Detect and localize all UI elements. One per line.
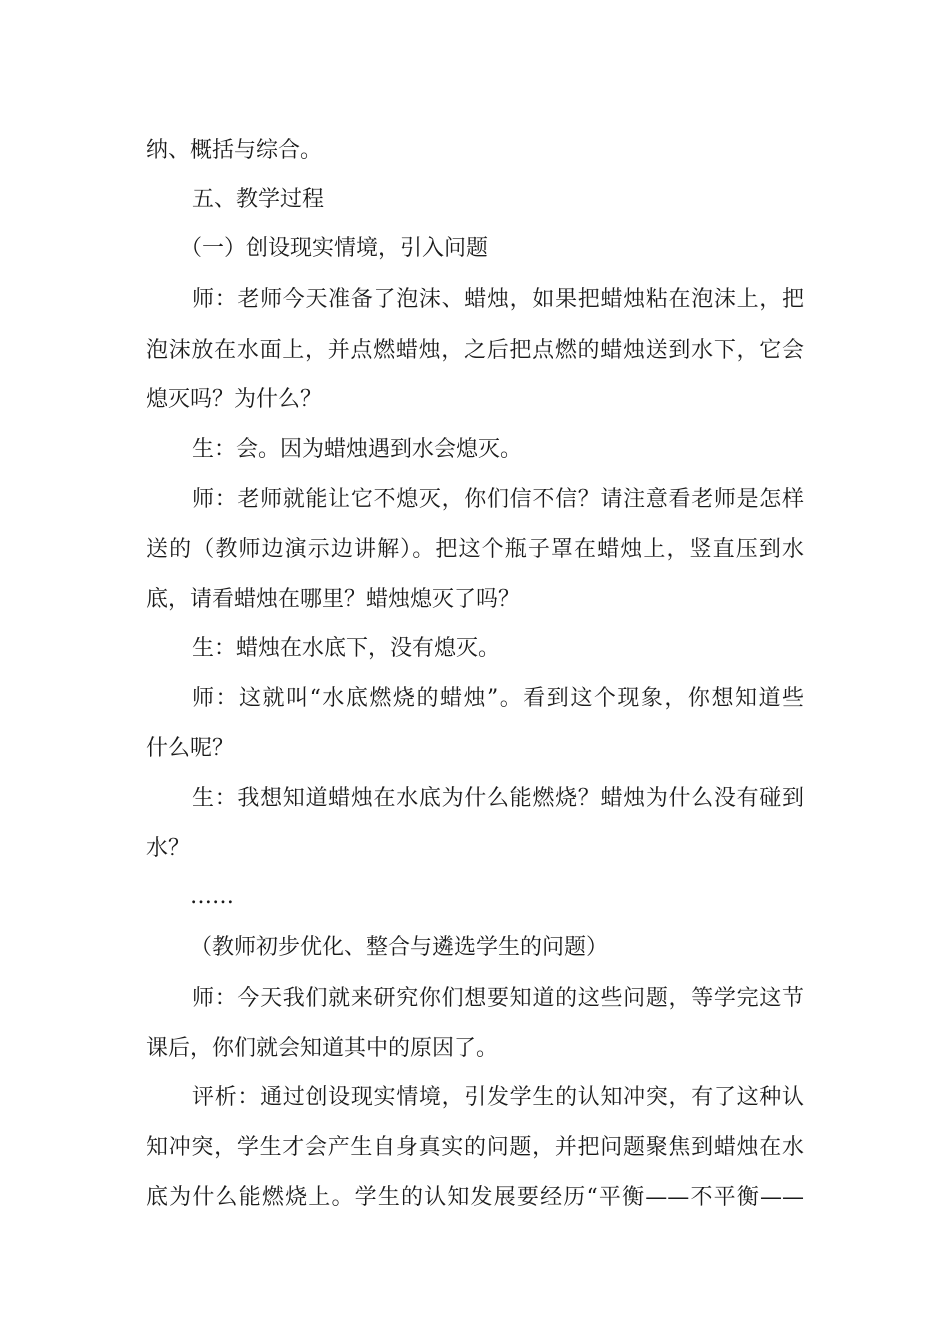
paragraph-line: 纳、概括与综合。	[146, 138, 323, 163]
paragraph-line: 师：这就叫“水底燃烧的蜡烛”。看到这个现象，你想知道些	[192, 686, 804, 711]
paragraph-line: 课后，你们就会知道其中的原因了。	[146, 1036, 499, 1061]
subsection-heading: （一）创设现实情境，引入问题	[180, 236, 489, 261]
paragraph-line: 师：今天我们就来研究你们想要知道的这些问题，等学完这节	[192, 986, 804, 1011]
paragraph-line: 生：蜡烛在水底下，没有熄灭。	[192, 636, 501, 661]
section-heading: 五、教学过程	[192, 187, 325, 212]
ellipsis-line: ……	[190, 884, 234, 909]
paragraph-line: 生：我想知道蜡烛在水底为什么能燃烧？蜡烛为什么没有碰到	[192, 786, 804, 811]
paragraph-line: 师：老师就能让它不熄灭，你们信不信？请注意看老师是怎样	[192, 487, 804, 512]
paragraph-line: 熄灭吗？为什么？	[146, 387, 323, 412]
paragraph-line: 水？	[146, 836, 191, 861]
paragraph-line: （教师初步优化、整合与遴选学生的问题）	[190, 935, 609, 960]
paragraph-line: 知冲突，学生才会产生自身真实的问题，并把问题聚焦到蜡烛在水	[146, 1135, 804, 1160]
paragraph-line: 什么呢？	[146, 736, 235, 761]
paragraph-line: 底为什么能燃烧上。学生的认知发展要经历“平衡——不平衡——	[146, 1185, 804, 1210]
paragraph-line: 生：会。因为蜡烛遇到水会熄灭。	[192, 437, 523, 462]
paragraph-line: 底，请看蜡烛在哪里？蜡烛熄灭了吗？	[146, 587, 521, 612]
paragraph-line: 泡沫放在水面上，并点燃蜡烛，之后把点燃的蜡烛送到水下，它会	[146, 338, 804, 363]
paragraph-line: 送的（教师边演示边讲解）。把这个瓶子罩在蜡烛上，竖直压到水	[146, 537, 804, 562]
paragraph-line: 师：老师今天准备了泡沫、蜡烛，如果把蜡烛粘在泡沫上，把	[192, 287, 804, 312]
paragraph-line: 评析：通过创设现实情境，引发学生的认知冲突，有了这种认	[192, 1085, 804, 1110]
